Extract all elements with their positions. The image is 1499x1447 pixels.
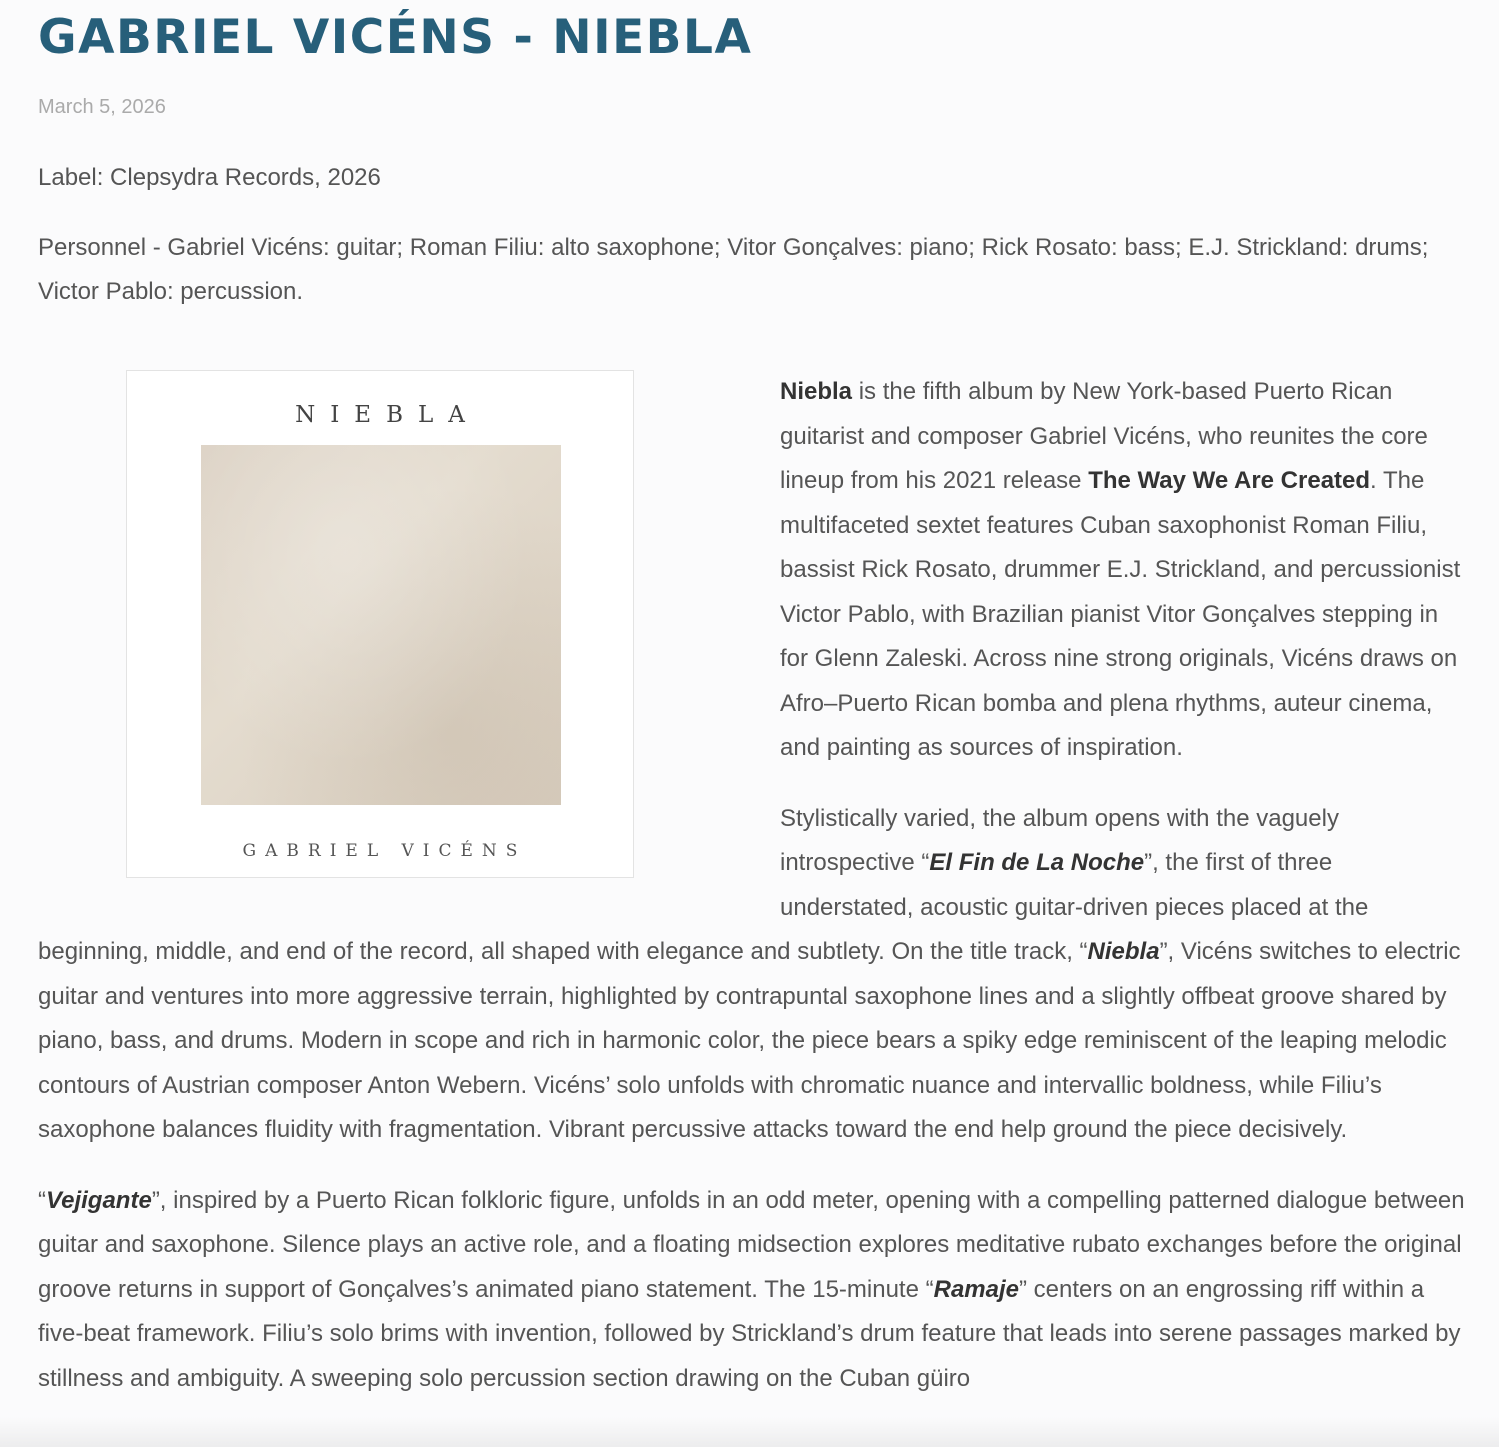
article-date: March 5, 2026 xyxy=(38,96,166,118)
paragraph-text: is the fifth album by New York-based Puerto Rican guitarist and composer Gabriel Vicéns, who reunites the core lineup from his 2021 release xyxy=(780,378,1428,494)
album-cover-artwork xyxy=(201,445,561,805)
paragraph-text: . The multifaceted sextet features Cuban saxophonist Roman Filiu, bassist Rick Rosato, drummer E.J. Strickland, and percussionist Victor Pablo, with Brazilian pianist Vitor Gonçalves stepping in for Glenn Zaleski. Across nine strong originals, Vicéns draws on Afro–Puerto Rican bomba and plena rhythms, auteur cinema, and painting as sources of inspiration. xyxy=(780,467,1461,761)
paragraph-text: “ xyxy=(38,1186,46,1214)
album-cover-image xyxy=(126,370,634,878)
scroll-fade xyxy=(0,1417,1499,1447)
album-cover-artist: GABRIEL VICÉNS xyxy=(242,841,527,861)
paragraph-text: ”, Vicéns switches to electric guitar and ventures into more aggressive terrain, highlighted by contrapuntal saxophone lines and a slightly offbeat groove shared by piano, bass, and drums. Modern in scope and rich in harmonic color, the piece bears a spiky edge reminiscent of the leaping melodic contours of Austrian composer Anton Webern. Vicéns’ solo unfolds with chromatic nuance and intervallic boldness, while Filiu’s saxophone balances fluidity with fragmentation. Vibrant percussive attacks toward the end help ground the piece decisively. xyxy=(38,938,1461,1143)
personnel-line: Personnel - Gabriel Vicéns: guitar; Roman Filiu: alto saxophone; Vitor Gonçalves: piano; Rick Rosato: bass; E.J. Strickland: drums; Victor Pablo: percussion. xyxy=(38,234,1429,305)
article-body xyxy=(38,370,1468,1427)
record-label-line: Label: Clepsydra Records, 2026 xyxy=(38,164,381,191)
album-name-bold: Niebla xyxy=(780,378,853,405)
paragraph-text: ” centers on an engrossing riff within a five-beat framework. Filiu’s solo brims with invention, followed by Strickland’s drum feature that leads into serene passages marked by stillness and ambiguity. A sweeping solo percussion section drawing on the Cuban güiro xyxy=(38,1275,1461,1392)
paragraph-text: Stylistically varied, the album opens with the vaguely introspective “ xyxy=(780,804,1339,876)
track-title: Ramaje xyxy=(933,1275,1019,1303)
track-title: Niebla xyxy=(1087,938,1160,965)
album-cover-title: NIEBLA xyxy=(295,402,480,428)
paragraph-vejigante xyxy=(38,1179,1468,1402)
paragraph-text: ”, the first of three understated, acoustic guitar-driven pieces placed at the beginning, middle, and end of the record, all shaped with elegance and subtlety. On the title track, “ xyxy=(38,849,1369,965)
track-title: El Fin de La Noche xyxy=(929,849,1145,876)
previous-album-bold: The Way We Are Created xyxy=(1088,467,1371,494)
article-title: GABRIEL VICÉNS - NIEBLA xyxy=(38,10,753,65)
paragraph-text: ”, inspired by a Puerto Rican folkloric figure, unfolds in an odd meter, opening with a compelling patterned dialogue between guitar and saxophone. Silence plays an active role, and a floating midsection explores meditative rubato exchanges before the original groove returns in support of Gonçalves’s animated piano statement. The 15-minute “ xyxy=(38,1186,1465,1303)
track-title: Vejigante xyxy=(46,1186,152,1214)
